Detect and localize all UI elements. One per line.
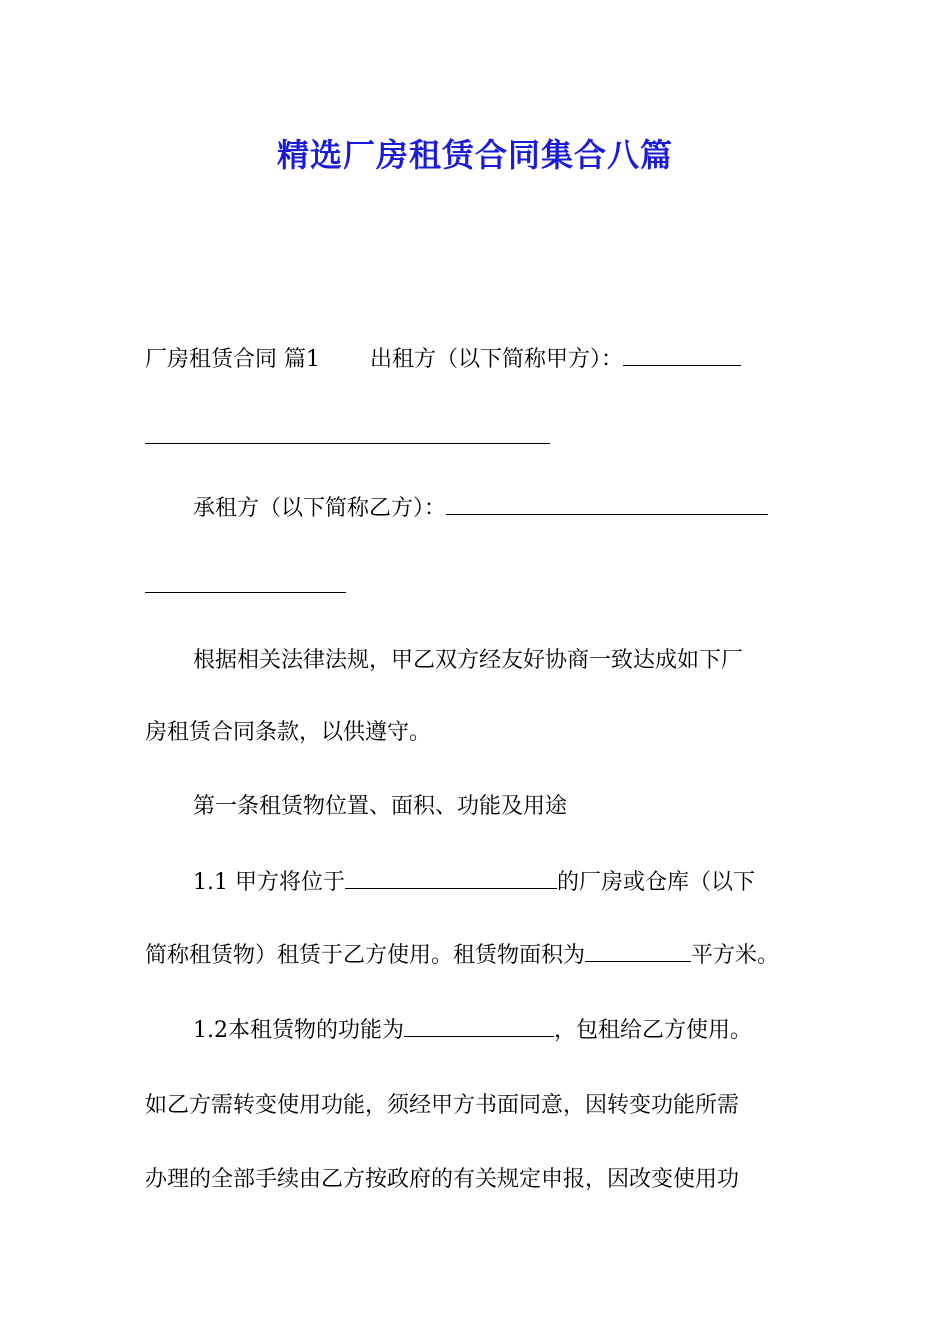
clause-1-2-start: 1.2本租赁物的功能为 (193, 1018, 404, 1043)
paragraph-line-7 (145, 941, 815, 971)
area-blank[interactable] (585, 941, 691, 962)
lessee-label: 承租方（以下简称乙方）： (193, 496, 447, 521)
clause-1-1-cont: 简称租赁物）租赁于乙方使用。租赁物面积为 (145, 943, 586, 968)
paragraph-line-4: 房租赁合同条款，以供遵守。 (145, 720, 432, 745)
paragraph-line-1 (145, 345, 815, 375)
lessor-blank[interactable] (623, 345, 741, 366)
article-heading: 第一条租赁物位置、面积、功能及用途 (193, 794, 568, 819)
document-title: 精选厂房租赁合同集合八篇 (276, 136, 673, 174)
paragraph-line-3: 根据相关法律法规，甲乙双方经友好协商一致达成如下厂 (193, 648, 744, 673)
location-blank[interactable] (345, 868, 557, 889)
clause-1-1-end: 平方米。 (691, 943, 780, 968)
contract-heading: 厂房租赁合同 篇1 (145, 347, 320, 372)
lessee-blank[interactable] (446, 494, 768, 515)
lessor-blank-continued[interactable] (145, 443, 550, 444)
clause-1-1-middle: 的厂房或仓库（以下 (556, 870, 755, 895)
paragraph-line-6 (145, 868, 863, 898)
function-blank[interactable] (404, 1016, 554, 1037)
paragraph-line-8 (145, 1016, 863, 1046)
lessee-blank-continued[interactable] (145, 592, 346, 593)
clause-1-1-start: 1.1 甲方将位于 (193, 870, 345, 895)
lessor-label: 出租方（以下简称甲方）： (370, 347, 624, 372)
paragraph-line-2 (145, 494, 863, 524)
paragraph-line-9: 如乙方需转变使用功能，须经甲方书面同意，因转变功能所需 (145, 1093, 740, 1118)
clause-1-2-middle: ，包租给乙方使用。 (554, 1018, 753, 1043)
paragraph-line-10: 办理的全部手续由乙方按政府的有关规定申报，因改变使用功 (145, 1167, 740, 1192)
